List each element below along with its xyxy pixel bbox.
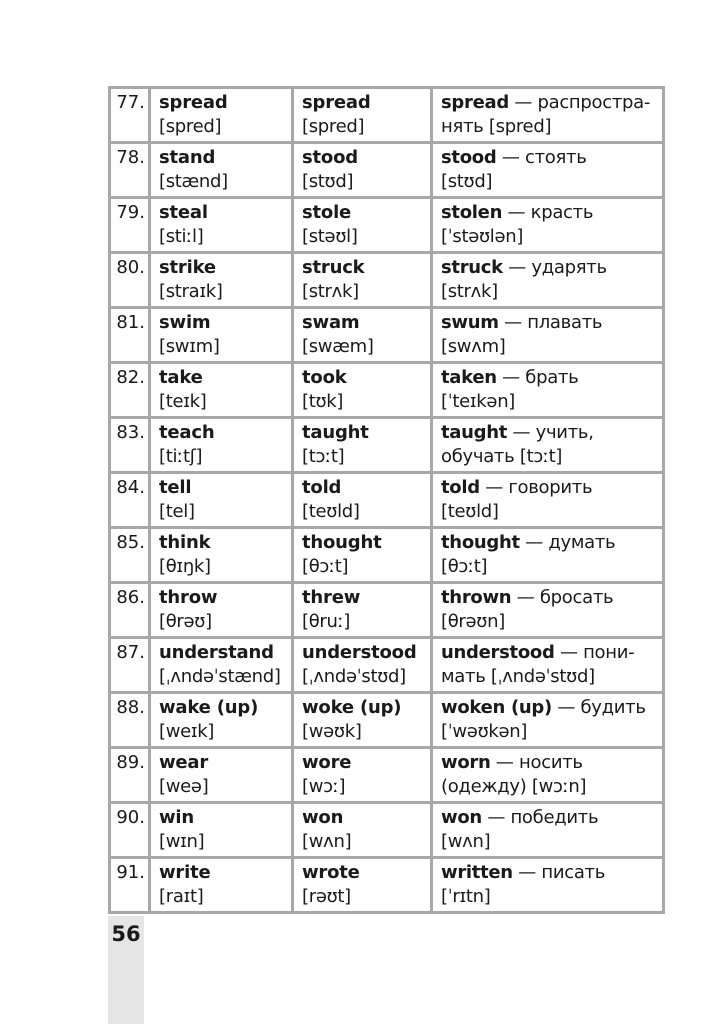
past-simple-cell: [293, 583, 432, 638]
base-form: strike: [159, 257, 216, 278]
participle-line-1: [441, 311, 662, 335]
participle-line-2: [ˈwəʊkən]: [441, 721, 528, 742]
base-transcription: [spred]: [159, 116, 222, 137]
base-transcription: [ˌʌndəˈstænd]: [159, 666, 281, 687]
participle-line-2: [ˈstəʊlən]: [441, 226, 524, 247]
verb-row: [110, 198, 664, 253]
past-simple-cell: [293, 473, 432, 528]
participle-line-2: обучать [tɔːt]: [441, 446, 563, 467]
row-number-text: 84.: [116, 477, 145, 498]
base-transcription: [θɪŋk]: [159, 556, 211, 577]
verb-row: [110, 583, 664, 638]
base-form: throw: [159, 587, 218, 608]
participle-line-1: [441, 751, 662, 775]
row-number-text: 82.: [116, 367, 145, 388]
row-number-text: 90.: [116, 807, 145, 828]
base-form-cell: [150, 583, 293, 638]
base-form-cell: [150, 748, 293, 803]
participle-cell: [432, 583, 664, 638]
row-number: [110, 638, 150, 693]
past-simple: threw: [302, 587, 361, 608]
base-form-cell: [150, 693, 293, 748]
base-transcription: [wɪn]: [159, 831, 205, 852]
row-number-text: 91.: [116, 862, 145, 883]
base-form-cell: [150, 308, 293, 363]
past-simple-cell: [293, 363, 432, 418]
participle-line-1: [441, 641, 662, 665]
page-number: 56: [108, 916, 144, 1024]
verb-row: [110, 528, 664, 583]
base-form-cell: [150, 143, 293, 198]
past-simple-cell: [293, 528, 432, 583]
base-form-cell: [150, 858, 293, 913]
base-form: spread: [159, 92, 228, 113]
participle-cell: [432, 143, 664, 198]
past-transcription: [teʊld]: [302, 501, 360, 522]
row-number-text: 85.: [116, 532, 145, 553]
past-simple: understood: [302, 642, 417, 663]
participle-line-1: [441, 531, 662, 555]
participle-translation: — писать: [512, 862, 606, 883]
base-form-cell: [150, 253, 293, 308]
participle-translation: — ударять: [502, 257, 607, 278]
participle-line-1: [441, 586, 662, 610]
participle-translation: — учить,: [507, 422, 594, 443]
base-form-cell: [150, 88, 293, 143]
row-number-text: 77.: [116, 92, 145, 113]
row-number-text: 86.: [116, 587, 145, 608]
participle-translation: — распростра-: [508, 92, 651, 113]
verb-row: [110, 88, 664, 143]
base-form: think: [159, 532, 211, 553]
base-form: write: [159, 862, 211, 883]
row-number-text: 81.: [116, 312, 145, 333]
participle-line-2: [ˈrɪtn]: [441, 886, 491, 907]
row-number: [110, 583, 150, 638]
base-form-cell: [150, 473, 293, 528]
participle-cell: [432, 88, 664, 143]
participle-translation: — победить: [481, 807, 599, 828]
base-form: understand: [159, 642, 274, 663]
row-number: [110, 198, 150, 253]
row-number-text: 87.: [116, 642, 145, 663]
base-form: stand: [159, 147, 216, 168]
row-number-text: 79.: [116, 202, 145, 223]
row-number: [110, 858, 150, 913]
verb-row: [110, 693, 664, 748]
past-participle: understood: [441, 642, 555, 663]
past-simple-cell: [293, 418, 432, 473]
verb-row: [110, 143, 664, 198]
participle-line-1: [441, 91, 662, 115]
past-simple: won: [302, 807, 344, 828]
row-number: [110, 143, 150, 198]
past-participle: thrown: [441, 587, 512, 608]
base-transcription: [teɪk]: [159, 391, 207, 412]
past-transcription: [stəʊl]: [302, 226, 358, 247]
participle-line-1: [441, 201, 662, 225]
base-transcription: [stiːl]: [159, 226, 204, 247]
verb-row: [110, 748, 664, 803]
participle-line-2: [swʌm]: [441, 336, 506, 357]
participle-cell: [432, 363, 664, 418]
participle-cell: [432, 198, 664, 253]
participle-cell: [432, 693, 664, 748]
base-form-cell: [150, 638, 293, 693]
verb-row: [110, 253, 664, 308]
participle-line-2: [θɔːt]: [441, 556, 488, 577]
row-number: [110, 253, 150, 308]
base-transcription: [raɪt]: [159, 886, 204, 907]
row-number: [110, 308, 150, 363]
participle-translation: — говорить: [479, 477, 593, 498]
past-participle: thought: [441, 532, 520, 553]
verb-row: [110, 638, 664, 693]
past-simple: taught: [302, 422, 369, 443]
past-participle: stood: [441, 147, 497, 168]
participle-line-2: [stʊd]: [441, 171, 493, 192]
base-transcription: [swɪm]: [159, 336, 220, 357]
verb-row: [110, 858, 664, 913]
participle-cell: [432, 748, 664, 803]
participle-cell: [432, 308, 664, 363]
participle-line-1: [441, 421, 662, 445]
participle-cell: [432, 638, 664, 693]
participle-cell: [432, 858, 664, 913]
past-participle: won: [441, 807, 482, 828]
base-transcription: [tiːtʃ]: [159, 446, 203, 467]
participle-line-2: нять [spred]: [441, 116, 552, 137]
base-transcription: [weɪk]: [159, 721, 215, 742]
past-simple-cell: [293, 88, 432, 143]
participle-cell: [432, 418, 664, 473]
participle-translation: — думать: [519, 532, 616, 553]
participle-line-2: [ˈteɪkən]: [441, 391, 516, 412]
past-simple-cell: [293, 803, 432, 858]
row-number-text: 89.: [116, 752, 145, 773]
past-participle: woken (up): [441, 697, 552, 718]
past-participle: told: [441, 477, 480, 498]
past-simple-cell: [293, 748, 432, 803]
past-simple-cell: [293, 638, 432, 693]
past-simple: told: [302, 477, 342, 498]
participle-line-2: [wʌn]: [441, 831, 491, 852]
past-transcription: [wɔː]: [302, 776, 346, 797]
past-participle: swum: [441, 312, 499, 333]
past-simple: woke (up): [302, 697, 402, 718]
past-transcription: [swæm]: [302, 336, 374, 357]
participle-line-2: [θrəʊn]: [441, 611, 505, 632]
base-transcription: [straɪk]: [159, 281, 223, 302]
verb-row: [110, 418, 664, 473]
base-form: wear: [159, 752, 209, 773]
participle-cell: [432, 803, 664, 858]
participle-translation: — брать: [496, 367, 579, 388]
row-number: [110, 418, 150, 473]
participle-line-2: мать [ˌʌndəˈstʊd]: [441, 666, 595, 687]
participle-translation: — плавать: [498, 312, 603, 333]
base-transcription: [θrəʊ]: [159, 611, 212, 632]
past-simple-cell: [293, 253, 432, 308]
past-simple: wrote: [302, 862, 360, 883]
participle-line-1: [441, 256, 662, 280]
past-transcription: [wʌn]: [302, 831, 352, 852]
participle-translation: — будить: [551, 697, 646, 718]
participle-cell: [432, 473, 664, 528]
past-participle: taken: [441, 367, 497, 388]
participle-line-2: [strʌk]: [441, 281, 498, 302]
past-transcription: [strʌk]: [302, 281, 359, 302]
base-form: tell: [159, 477, 192, 498]
past-participle: struck: [441, 257, 503, 278]
past-simple: stood: [302, 147, 358, 168]
past-transcription: [ˌʌndəˈstʊd]: [302, 666, 406, 687]
participle-cell: [432, 528, 664, 583]
participle-translation: — пони-: [554, 642, 635, 663]
row-number: [110, 473, 150, 528]
verb-row: [110, 803, 664, 858]
row-number: [110, 363, 150, 418]
past-simple: struck: [302, 257, 365, 278]
verb-row: [110, 473, 664, 528]
participle-line-1: [441, 696, 662, 720]
verb-row: [110, 308, 664, 363]
base-transcription: [stænd]: [159, 171, 228, 192]
row-number: [110, 803, 150, 858]
base-form-cell: [150, 418, 293, 473]
participle-line-1: [441, 146, 662, 170]
past-transcription: [tɔːt]: [302, 446, 345, 467]
past-participle: spread: [441, 92, 509, 113]
participle-translation: — красть: [502, 202, 594, 223]
past-simple: took: [302, 367, 347, 388]
past-simple: spread: [302, 92, 371, 113]
past-simple-cell: [293, 693, 432, 748]
past-transcription: [stʊd]: [302, 171, 354, 192]
past-simple-cell: [293, 858, 432, 913]
past-transcription: [wəʊk]: [302, 721, 362, 742]
participle-line-1: [441, 476, 662, 500]
base-form: steal: [159, 202, 208, 223]
past-simple: swam: [302, 312, 360, 333]
past-transcription: [rəʊt]: [302, 886, 351, 907]
row-number-text: 80.: [116, 257, 145, 278]
past-simple-cell: [293, 308, 432, 363]
base-form-cell: [150, 198, 293, 253]
verb-row: [110, 363, 664, 418]
row-number: [110, 748, 150, 803]
row-number: [110, 528, 150, 583]
row-number: [110, 693, 150, 748]
past-participle: stolen: [441, 202, 503, 223]
row-number-text: 83.: [116, 422, 145, 443]
row-number-text: 78.: [116, 147, 145, 168]
participle-line-2: (одежду) [wɔːn]: [441, 776, 587, 797]
participle-translation: — бросать: [511, 587, 614, 608]
base-transcription: [tel]: [159, 501, 195, 522]
verb-rows: [110, 88, 664, 913]
past-simple: thought: [302, 532, 382, 553]
base-form: wake (up): [159, 697, 259, 718]
base-form: take: [159, 367, 203, 388]
base-form: win: [159, 807, 195, 828]
row-number: [110, 88, 150, 143]
base-form: swim: [159, 312, 211, 333]
past-transcription: [θɔːt]: [302, 556, 349, 577]
base-form-cell: [150, 528, 293, 583]
past-participle: taught: [441, 422, 508, 443]
base-form-cell: [150, 803, 293, 858]
participle-cell: [432, 253, 664, 308]
past-simple-cell: [293, 143, 432, 198]
participle-line-1: [441, 366, 662, 390]
base-form: teach: [159, 422, 215, 443]
participle-line-2: [teʊld]: [441, 501, 499, 522]
base-transcription: [weə]: [159, 776, 209, 797]
base-form-cell: [150, 363, 293, 418]
participle-line-1: [441, 806, 662, 830]
past-simple: wore: [302, 752, 352, 773]
participle-line-1: [441, 861, 662, 885]
row-number-text: 88.: [116, 697, 145, 718]
participle-translation: — носить: [490, 752, 583, 773]
past-transcription: [spred]: [302, 116, 365, 137]
past-participle: written: [441, 862, 513, 883]
past-simple: stole: [302, 202, 352, 223]
participle-translation: — стоять: [496, 147, 587, 168]
past-transcription: [θruː]: [302, 611, 351, 632]
past-transcription: [tʊk]: [302, 391, 344, 412]
past-participle: worn: [441, 752, 491, 773]
past-simple-cell: [293, 198, 432, 253]
irregular-verbs-table: [108, 86, 665, 914]
